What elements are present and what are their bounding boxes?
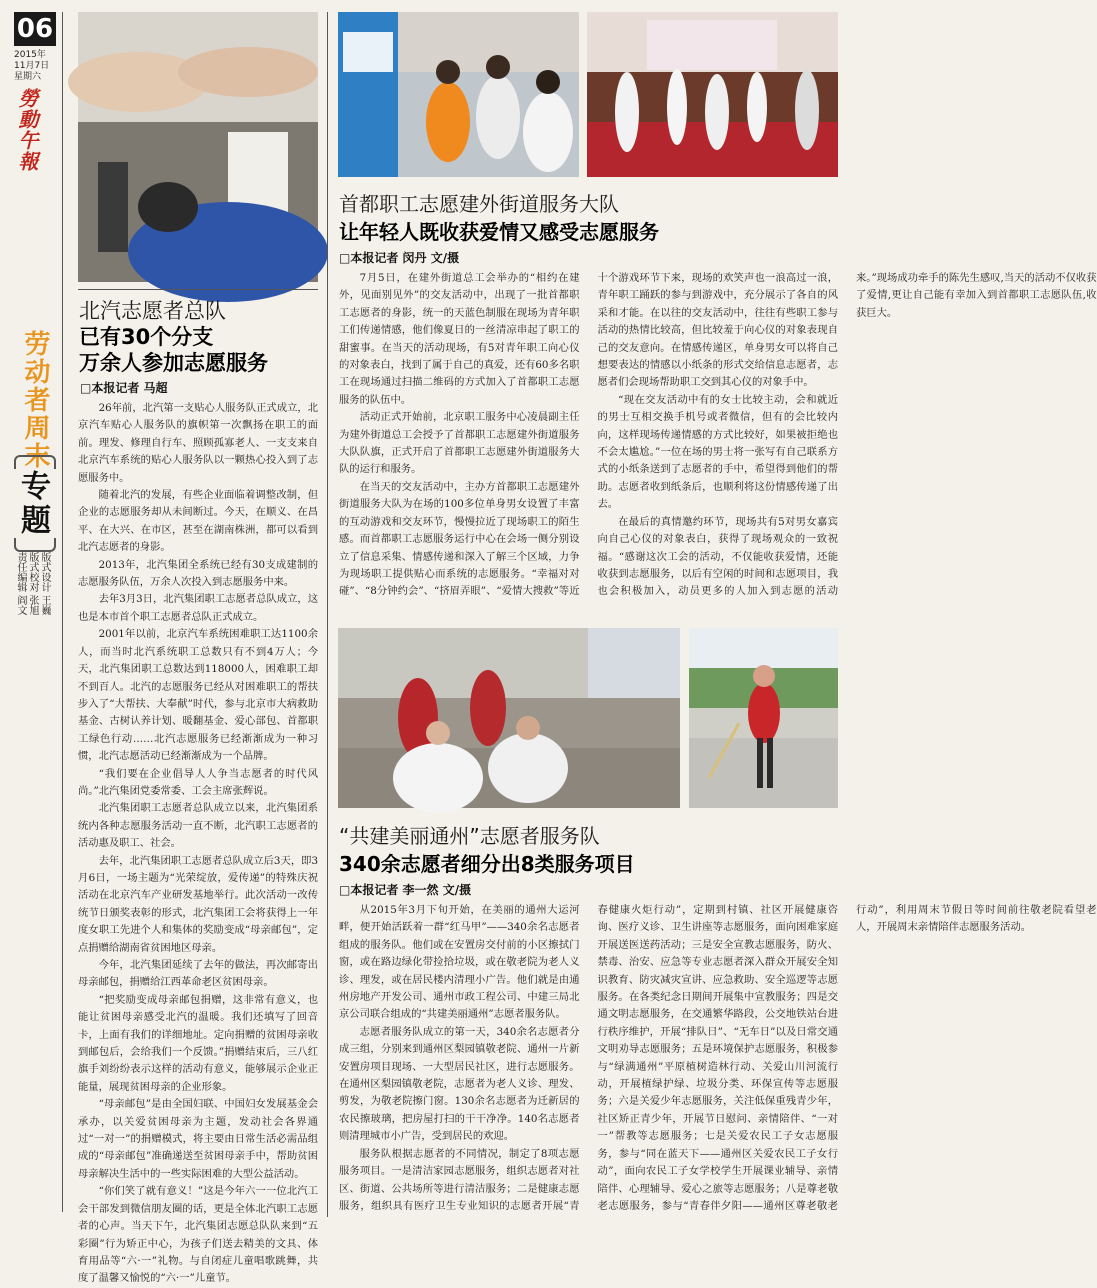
article3-body [339,902,1097,1218]
article3-byline: □本报记者 李一然 文/摄 [339,883,472,897]
article2-subtitle: 让年轻人既收获爱情又感受志愿服务 [339,220,659,244]
photo-sweeping-volunteer [689,628,838,808]
article1-paragraph: 随着北汽的发展，有些企业面临着调整改制，但企业的志愿服务却从未间断过。今天，在顺义、在昌平、在大兴、在市区，甚至在湖南株洲，都可以看到北汽志愿者的身影。 [78,489,318,554]
article1-paragraph: 26年前，北汽第一支贴心人服务队正式成立，北京汽车贴心人服务队的旗帜第一次飘扬在职工的面前。理发、修理自行车、照顾孤寡老人、一支支来自北京汽车系统的贴心人服务队以一颗热心投入到了志愿服务中。 [78,402,318,484]
article1-subtitle-line1: 已有30个分支 [79,325,214,349]
article1-paragraph: 去年，北汽集团职工志愿者总队成立后3天，即3月6日，一场主题为“光荣绽放，爱传递”的特殊庆祝活动在北京汽车产业研发基地举行。此次活动一改传统节日颁奖表彰的形式，北汽集团工会将获得上一年度女职工先进个人和集体的奖励变成“母亲邮包”，定点捐赠给湖南省贫困地区母亲。 [78,854,318,954]
sidebar-divider [62,12,63,1212]
issue-weekday: 星期六 [14,72,42,82]
article3-title: “共建美丽通州”志愿者服务队 [339,824,600,848]
article2-paragraph: 在当天的交友活动中，主办方首都职工志愿建外街道服务大队为在场的100多位单身男女设置了丰富的互动游戏和交友环节，慢慢拉近了现场职工的陌生感。而首都职工志愿服务运行中心在会场一侧分别设立了信息采集、情感传递和深入了解三个区域，力争为现场职工提供贴心而系统的志愿服务。“幸福对对碰”、“8分钟约会”、“挤眉弄眼”、“爱情大搜救”等近十个游戏环节下来，现场的欢笑声也一浪高过一浪，青年职工踊跃的参与到游戏中，充分展示了各自的风采和才能。在以往的交友活动中，往往有些职工参与活动的热情比较高，但比较羞于向心仪的对象表现自己的交友意向。在情感传递区，单身男女可以将自己想要表达的情感以小纸条的形式交给信息志愿者，志愿者们会现场帮助职工交到其心仪的对象手中。 [339,272,838,598]
photo-matchmaking-event-2 [587,12,838,177]
article2-paragraph: 活动正式开始前，北京职工服务中心凌晨副主任为建外街道总工会授予了首都职工志愿建外街道服务大队队旗，正式开启了首都职工志愿建外街道服务大队的运行和服务。 [339,411,580,476]
article2-paragraph: 在最后的真情邀约环节，现场共有5对男女嘉宾向自己心仪的对象表白，获得了现场观众的一致祝福。“感谢这次工会的活动，不仅能收获爱情，还能收获到志愿服务，以后有空闲的时间和志愿项目，我也会积极加入，动员更多的人加入到志愿的活动来。”现场成功牵手的陈先生感叹,当天的活动不仅收获了爱情,更让自己能有幸加入到首都职工志愿队伍,收获巨大。 [597,272,1097,598]
newspaper-masthead: 勞動午報 [15,88,39,172]
article2-byline: □本报记者 闵丹 文/摄 [339,251,460,265]
credit-editor: 责任编辑 阎文 [15,552,26,616]
issue-date-year: 2015年 [14,50,46,60]
topic-bracket-top [14,455,56,469]
article1-paragraph: 2001年以前，北京汽车系统困难职工达1100余人，而当时北汽系统职工总数只有不到4万人；今天，北汽集团职工总数达到118000人，困难职工却不到百人。北汽的志愿服务已经从对困难职工的帮扶步入了“大帮扶、大奉献”时代，参与北京市大病救助基金、古树认养计划、暖翻基金、爱心部包、首都职工绿色行动……北汽志愿服务已经渐渐成为一种习惯，北汽志愿活动已经渐渐成为一个品牌。 [78,628,318,763]
article1-paragraph: 去年3月3日，北汽集团职工志愿者总队成立，这也是本市首个职工志愿者总队正式成立。 [78,593,318,623]
article1-paragraph: “你们笑了就有意义！”这是今年六一一位北汽工会干部发到微信朋友圈的话，更是全体北汽职工志愿者的心声。当天下午，北汽集团志愿总队队来到“五彩圈”行为矫正中心，为孩子们送去精美的文具、体育用品等“六·一”礼物。与自闭症儿童唱歌跳舞，共度了温馨又愉悦的“六·一”儿童节。 [78,1185,318,1285]
article1-paragraph: 今年，北汽集团延续了去年的做法，再次邮寄出母亲邮包，捐赠给江西革命老区贫困母亲。 [78,959,318,989]
photo-matchmaking-event-1 [338,12,579,177]
photo-haircut-volunteers [338,628,680,808]
credit-design: 版式设计 王巍 [39,552,50,616]
article1-body [78,400,318,1285]
issue-date-day: 11月7日 [14,61,50,71]
topic-label: 专题 [15,470,50,538]
article2-body [339,270,1097,610]
article1-paragraph: “我们要在企业倡导人人争当志愿者的时代风尚。”北汽集团党委常委、工会主席张辉说。 [78,767,318,797]
article3-subtitle: 340余志愿者细分出8类服务项目 [339,852,635,876]
article1-top-rule [78,289,318,290]
article1-paragraph: 北汽集团职工志愿者总队成立以来，北汽集团系统内各种志愿服务活动一直不断，北汽职工志愿者的活动惠及职工、社会。 [78,802,318,850]
article1-subtitle-line2: 万余人参加志愿服务 [79,351,268,375]
article1-paragraph: “把奖励变成母亲邮包捐赠，这非常有意义，也能让贫困母亲感受北汽的温暖。我们还填写了回音卡，上面有我们的详细地址。定向捐赠的贫困母亲收到邮包后，会给我们一个反馈。”捐赠结束后，三八红旗手刘纷纷表示这样的活动有意义，能够展示企业正能量，展现贫困母亲的企业形象。 [78,993,318,1093]
article1-paragraph: “母亲邮包”是由全国妇联、中国妇女发展基金会承办，以关爱贫困母亲为主题，发动社会各界通过“一对一”的捐赠模式，将主要由日常生活必需品组成的“母亲邮包”准确递送至贫困母亲手中，帮助贫困母亲解决生活中的一些实际困难的大型公益活动。 [78,1098,318,1180]
editor-credits [14,552,50,672]
issue-date [14,50,64,83]
article3-paragraph: 志愿者服务队成立的第一天，340余名志愿者分成三组，分别来到通州区梨园镇敬老院、通州一片新安置房项目现场、一大型居民社区，进行志愿服务。在通州区梨园镇敬老院，志愿者为老人义诊、理发、剪发，为敬老院擦门窗。130余名志愿者为迁新居的农民擦玻璃，把房屋打扫的干干净净。140名志愿者则清理城市小广告，受到居民的欢迎。 [339,1025,580,1143]
article2-paragraph: “现在交友活动中有的女士比较主动，会和就近的男士互相交换手机号或者微信，但有的会比较内向，这样现场传递情感的方式比较好，如果被拒绝也不会太尴尬。”一位在场的男士将一张写有自己联系方式的小纸条送到了志愿者的手中，希望得到他们的帮助。志愿者收到纸条后，也顺利将这份情感传递了出去。 [597,393,838,511]
page-number: 06 [14,12,56,46]
credit-proof: 版式校对 张旭 [27,552,38,616]
article3-paragraph: 从2015年3月下旬开始，在美丽的通州大运河畔，便开始活跃着一群“红马甲”——340余名志愿者组成的服务队。他们或在安置房交付前的小区擦拭门窗，或在路边绿化带捡拾垃圾，或在敬老院为老人义诊、理发，或在居民楼内清理小广告。他们就是由通州房地产开发公司、通州市政工程公司、中建三局北京公司联合组成的“共建美丽通州”志愿者服务队。 [339,904,580,1021]
article1-title: 北汽志愿者总队 [79,299,226,323]
article1-paragraph: 2013年，北汽集团全系统已经有30支成建制的志愿服务队伍，万余人次投入到志愿服务中来。 [78,558,318,589]
column-divider [327,12,328,1217]
article3-paragraph: 服务队根据志愿者的不同情况，制定了8项志愿服务项目。一是清洁家园志愿服务，组织志愿者对社区、街道、公共场所等进行清洁服务；二是健康志愿服务，组织具有医疗卫生专业知识的志愿者开展“青春健康火炬行动”，定期到村镇、社区开展健康咨询、医疗义诊、卫生讲座等志愿服务，面向困难家庭开展送医送药活动；三是安全宣教志愿服务，防火、禁毒、治安、应急等专业志愿者深入群众开展安全知识教育、防灾减灾宣讲、应急救助、安全巡逻等志愿服务。在各类纪念日期间开展集中宣教服务；四是交通文明志愿服务，在交通繁华路段，公交地铁站台进行秩序维护，开展“排队日”、“无车日”以及日常交通文明劝导志愿服务；五是环境保护志愿服务，积极参与“绿满通州”平原植树造林行动、关爱山川河流行动，开展植绿护绿、垃圾分类、环保宣传等志愿服务；六是关爱少年志愿服务，关注低保重残青少年，社区矫正青少年，开展节日慰问、亲情陪伴、“一对一”帮教等志愿服务；七是关爱农民工子女志愿服务，参与“同在蓝天下——通州区关爱农民工子女行动”，面向农民工子女学校学生开展课业辅导、亲情陪伴、心理辅导、爱心之旅等志愿服务；八是尊老敬老志愿服务，参与“青春伴夕阳——通州区尊老敬老行动”，利用周末节假日等时间前往敬老院看望老人，开展周末亲情陪伴志愿服务活动。 [339,904,1097,1212]
photo-volunteers-hands [78,12,318,282]
article2-paragraph: 7月5日，在建外街道总工会举办的“相约在建外，见面别见外”的交友活动中，出现了一批首都职工志愿者的身影，统一的天蓝色制服在现场为青年职工们传递情感，他们像夏日的一丝清凉串起了职工的甜蜜事。在当天的活动现场，有5对青年职工向心仪的对象表白，找到了属于自己的真爱，还有60多名职工在现场通过扫描二维码的方式加入了首都职工志愿服务的队伍中。 [339,272,580,406]
article1-byline: □本报记者 马超 [80,381,168,395]
section-title: 劳动者周末 [20,330,50,470]
article2-title: 首都职工志愿建外街道服务大队 [339,192,619,216]
topic-bracket-bottom [14,538,56,552]
